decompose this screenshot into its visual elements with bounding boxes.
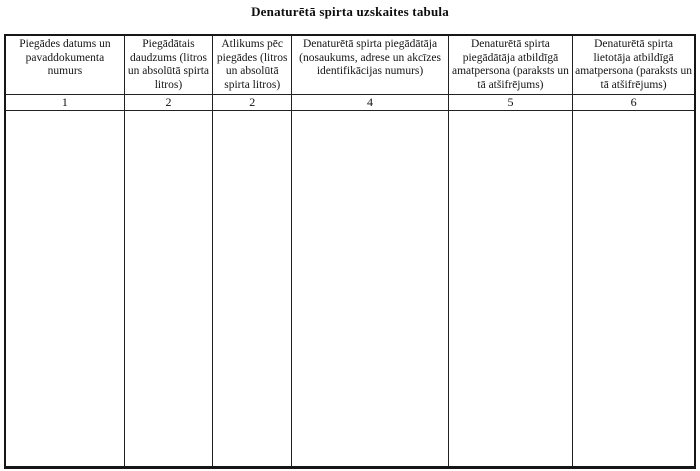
entry-cell-supplier-official <box>448 111 572 468</box>
entry-cell-supplier <box>292 111 448 468</box>
column-number-2: 2 <box>124 95 212 111</box>
column-number-6: 6 <box>573 95 695 111</box>
column-number-3: 2 <box>213 95 292 111</box>
column-number-1: 1 <box>5 95 124 111</box>
column-header-supplier: Denaturētā spirta piegādātāja (nosaukums, adrese un akcīzes identifikācijas numurs) <box>292 35 448 95</box>
column-header-user-official: Denaturētā spirta lietotāja atbildīgā amatpersona (paraksts un tā atšifrējums) <box>573 35 695 95</box>
entry-cell-delivery-date <box>5 111 124 468</box>
column-header-delivery-date: Piegādes datums un pavaddokumenta numurs <box>5 35 124 95</box>
column-number-row <box>5 95 695 111</box>
column-number-4: 4 <box>292 95 448 111</box>
column-number-5: 5 <box>448 95 572 111</box>
header-row <box>5 35 695 95</box>
entry-cell-user-official <box>573 111 695 468</box>
entry-cell-remainder <box>213 111 292 468</box>
entry-cell-delivered-quantity <box>124 111 212 468</box>
column-header-remainder: Atlikums pēc piegādes (litros un absolūtā spirta litros) <box>213 35 292 95</box>
column-header-delivered-quantity: Piegādātais daudzums (litros un absolūtā spirta litros) <box>124 35 212 95</box>
empty-entry-row <box>5 111 695 468</box>
column-header-supplier-official: Denaturētā spirta piegādātāja atbildīgā amatpersona (paraksts un tā atšifrējums) <box>448 35 572 95</box>
accounting-table <box>4 34 696 469</box>
page-title: Denaturētā spirta uzskaites tabula <box>251 4 449 19</box>
